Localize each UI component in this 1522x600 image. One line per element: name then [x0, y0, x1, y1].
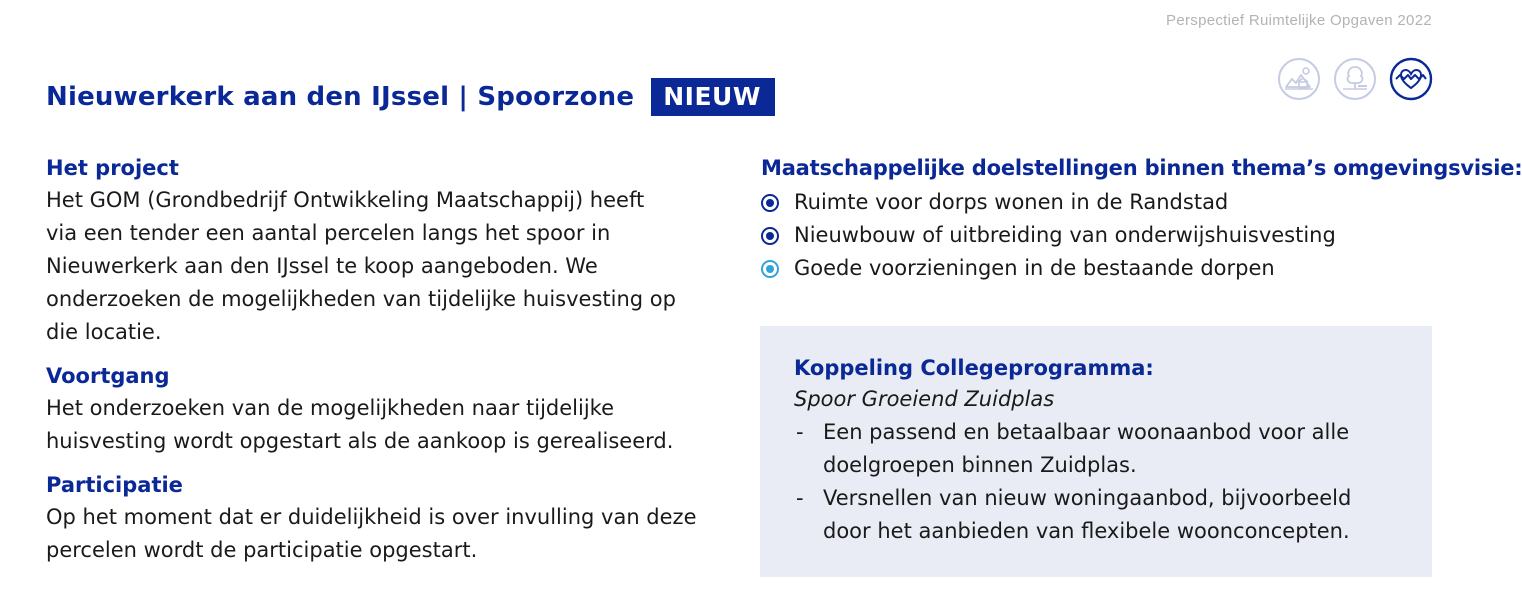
dash-marker: - — [796, 486, 804, 510]
section-project — [46, 155, 736, 349]
goal-label: Ruimte voor dorps wonen in de Randstad — [794, 190, 1229, 214]
text-line: onderzoeken de mogelijkheden van tijdelijke huisvesting op — [46, 287, 676, 311]
section-progress — [46, 363, 736, 458]
goal-label: Nieuwbouw of uitbreiding van onderwijshuisvesting — [794, 223, 1336, 247]
coalition-heading: Koppeling Collegeprogramma: — [794, 356, 1154, 380]
landscape-village-icon — [1277, 57, 1321, 101]
text-line: die locatie. — [46, 320, 162, 344]
text-line: Nieuwerkerk aan den IJssel te koop aangeboden. We — [46, 254, 598, 278]
section-heading: Voortgang — [46, 364, 170, 388]
bullet-text — [823, 482, 1351, 548]
section-heading: Het project — [46, 156, 179, 180]
section-text — [46, 392, 736, 458]
section-text — [46, 501, 736, 567]
coalition-bullet-list — [794, 416, 1402, 548]
right-column — [761, 155, 1522, 285]
coalition-box — [760, 326, 1432, 577]
text-line: Op het moment dat er duidelijkheid is over invulling van deze — [46, 505, 697, 529]
goal-item — [761, 252, 1433, 285]
coalition-subheading: Spoor Groeiend Zuidplas — [794, 387, 1055, 411]
text-line: Het GOM (Grondbedrijf Ontwikkeling Maatschappij) heeft — [46, 188, 645, 212]
text-line: huisvesting wordt opgestart als de aankoop is gerealiseerd. — [46, 429, 674, 453]
text-line: door het aanbieden van flexibele woonconcepten. — [823, 519, 1350, 543]
bullet-text — [823, 416, 1349, 482]
goal-item — [761, 186, 1433, 219]
new-badge: NIEUW — [651, 78, 775, 116]
radio-bullet-icon — [761, 227, 779, 245]
coalition-bullet — [794, 416, 1402, 482]
radio-bullet-icon — [761, 194, 779, 212]
section-heading: Participatie — [46, 473, 183, 497]
goals-heading: Maatschappelijke doelstellingen binnen thema’s omgevingsvisie: — [761, 156, 1522, 180]
section-text — [46, 184, 736, 349]
goal-list — [761, 186, 1433, 285]
dash-marker: - — [796, 420, 804, 444]
text-line: Het onderzoeken van de mogelijkheden naar tijdelijke — [46, 396, 615, 420]
text-line: Versnellen van nieuw woningaanbod, bijvoorbeeld — [823, 486, 1352, 510]
text-line: doelgroepen binnen Zuidplas. — [823, 453, 1137, 477]
title-row — [46, 78, 775, 116]
section-participation — [46, 472, 736, 567]
text-line: Een passend en betaalbaar woonaanbod voor alle — [823, 420, 1350, 444]
tree-bench-icon — [1333, 57, 1377, 101]
coalition-bullet — [794, 482, 1402, 548]
text-line: percelen wordt de participatie opgestart. — [46, 538, 478, 562]
page-title: Nieuwerkerk aan den IJssel | Spoorzone — [46, 82, 635, 112]
text-line: via een tender een aantal percelen langs het spoor in — [46, 221, 611, 245]
goal-label: Goede voorzieningen in de bestaande dorpen — [794, 256, 1275, 280]
theme-icons — [1277, 57, 1433, 101]
heart-community-icon — [1389, 57, 1433, 101]
left-column — [46, 155, 736, 581]
radio-bullet-icon — [761, 260, 779, 278]
publication-title: Perspectief Ruimtelijke Opgaven 2022 — [1166, 12, 1432, 29]
goal-item — [761, 219, 1433, 252]
